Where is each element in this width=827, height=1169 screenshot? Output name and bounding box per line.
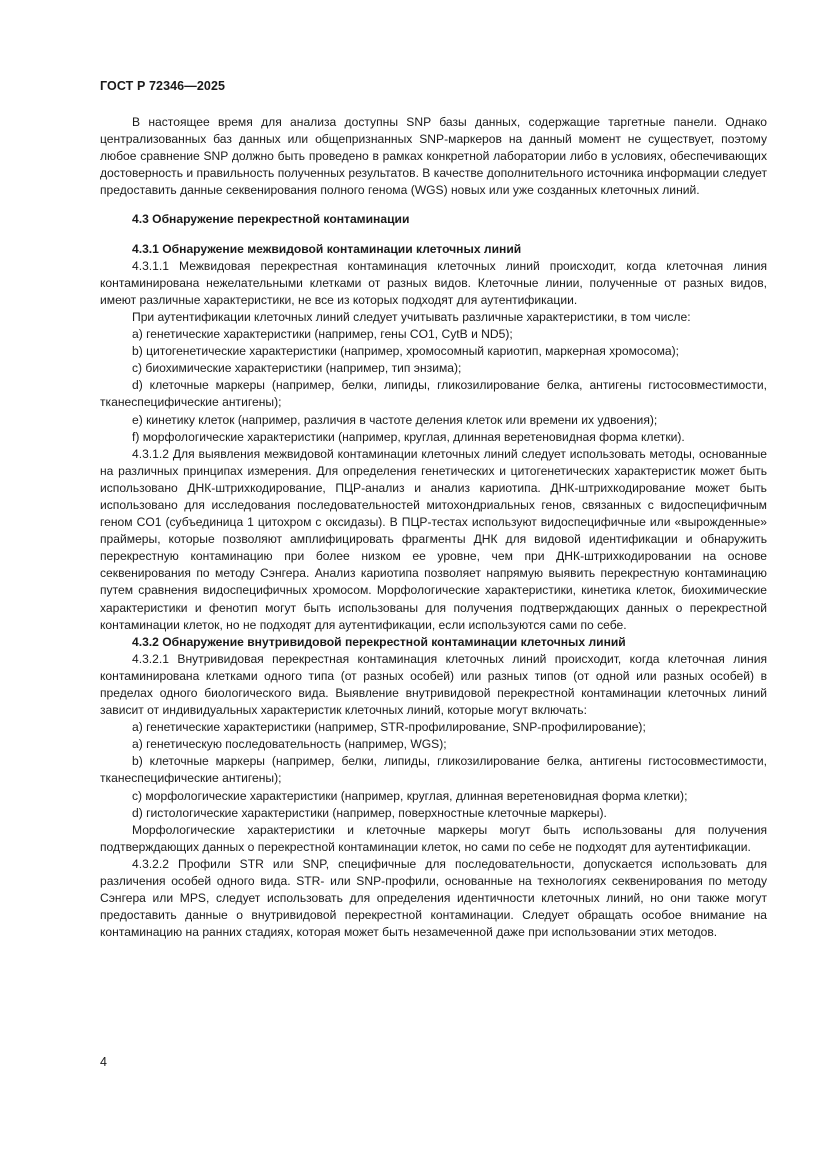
list-item-d: d) клеточные маркеры (например, белки, липиды, гликозилирование белка, антигены гистосовместимости, тканеспецифические антигены);: [100, 378, 767, 410]
list-item-a-sequence: a) генетическую последовательность (например, WGS);: [132, 737, 447, 752]
paragraph-morphology-markers: Морфологические характеристики и клеточные маркеры могут быть использованы для получения подтверждающих данных о перекрестной контаминации клеток, но сами по себе не подходят для аутентификации.: [100, 822, 767, 854]
page-number: 4: [100, 1055, 107, 1069]
paragraph-4-3-1-1: 4.3.1.1 Межвидовая перекрестная контаминация клеточных линий происходит, когда клеточная линия контаминирована нежелательными клетками от разных видов. Клеточные линии, полученные от разных видов, имеют различные характеристики, не все из которых подходят для аутентификации.: [100, 258, 767, 307]
paragraph-authentication-intro: При аутентификации клеточных линий следует учитывать различные характеристики, в том числе:: [132, 309, 691, 324]
list-item-b: b) цитогенетические характеристики (например, хромосомный кариотип, маркерная хромосома);: [132, 344, 679, 359]
list-item-b-markers: b) клеточные маркеры (например, белки, липиды, гликозилирование белка, антигены гистосовместимости, тканеспецифические антигены);: [100, 754, 767, 786]
list-item-a: a) генетические характеристики (например, гены CO1, CytB и ND5);: [132, 327, 513, 342]
list-item-f: f) морфологические характеристики (например, круглая, длинная веретеновидная форма клетки).: [132, 429, 685, 444]
paragraph-4-3-1-2: 4.3.1.2 Для выявления межвидовой контаминации клеточных линий следует использовать методы, основанные на различных принципах измерения. Для определения генетических и цитогенетических характеристик может быть использовано ДНК-штрихкодирование, ПЦР-анализ и анализ кариотипа. ДНК-штрихкодирование может быть использовано для исследования последовательностей митохондриальных генов, связанных с видоспецифичным геном CO1 (субъединица 1 цитохром с оксидазы). В ПЦР-тестах используют видоспецифичные или «вырожденные» праймеры, которые позволяют амплифицировать фрагменты ДНК для видовой идентификации и обнаружить перекрестную контаминацию при более низком ее уровне, чем при ДНК-штрихкодировании на основе секвенирования по методу Сэнгера. Анализ кариотипа позволяет напрямую выявить перекрестную контаминацию путем сравнения видоспецифичных хромосом. Морфологические характеристики, кинетика клеток, биохимические характеристики и фенотип могут быть использованы для получения подтверждающих данных о перекрестной контаминации клеток, но не подходят для аутентификации, если используются сами по себе.: [100, 446, 767, 632]
paragraph-4-3-2-1: 4.3.2.1 Внутривидовая перекрестная контаминация клеточных линий происходит, когда клеточная линия контаминирована клетками одного типа (от разных особей) или разных типов (от одной или разных особей) в пределах одного биологического вида. Выявление внутривидовой перекрестной контаминации клеточных линий зависит от индивидуальных характеристик клеточных линий, которые могут включать:: [100, 651, 767, 718]
list-item-e: e) кинетику клеток (например, различия в частоте деления клеток или времени их удвоения);: [132, 412, 658, 427]
paragraph-snp-databases: В настоящее время для анализа доступны SNP базы данных, содержащие таргетные панели. Однако централизованных баз данных или общепризнанных SNP-маркеров на данный момент не существует, поэтому любое сравнение SNP должно быть проведено в рамках конкретной лаборатории либо в условиях, обеспечивающих достоверность и правильность полученных результатов. В качестве дополнительного источника информации следует предоставить данные секвенирования полного генома (WGS) новых или уже созданных клеточных линий.: [100, 115, 767, 198]
list-item-c: c) биохимические характеристики (например, тип энзима);: [132, 361, 462, 376]
subsection-heading-4-3-2: 4.3.2 Обнаружение внутривидовой перекрестной контаминации клеточных линий: [132, 634, 626, 649]
paragraph-4-3-2-2: 4.3.2.2 Профили STR или SNP, специфичные для последовательности, допускается использовать для различения особей одного вида. STR- или SNP-профили, основанные на технологиях секвенирования по методу Сэнгера или MPS, следует использовать для определения идентичности клеточных линий, но они также могут предоставить данные о внутривидовой перекрестной контаминации. Следует обращать особое внимание на контаминацию на ранних стадиях, которая может быть незамеченной даже при использовании этих методов.: [100, 856, 767, 940]
subsection-heading-4-3-1: 4.3.1 Обнаружение межвидовой контаминации клеточных линий: [132, 241, 522, 256]
list-item-a-genetic: a) генетические характеристики (например, STR-профилирование, SNP-профилирование);: [132, 720, 646, 735]
document-header: ГОСТ Р 72346—2025: [100, 79, 226, 93]
list-item-c-morphology: c) морфологические характеристики (например, круглая, длинная веретеновидная форма клетки);: [132, 788, 688, 803]
section-heading-4-3: 4.3 Обнаружение перекрестной контаминации: [132, 212, 410, 227]
document-body: [100, 114, 767, 941]
list-item-d-histology: d) гистологические характеристики (например, поверхностные клеточные маркеры).: [132, 805, 607, 820]
